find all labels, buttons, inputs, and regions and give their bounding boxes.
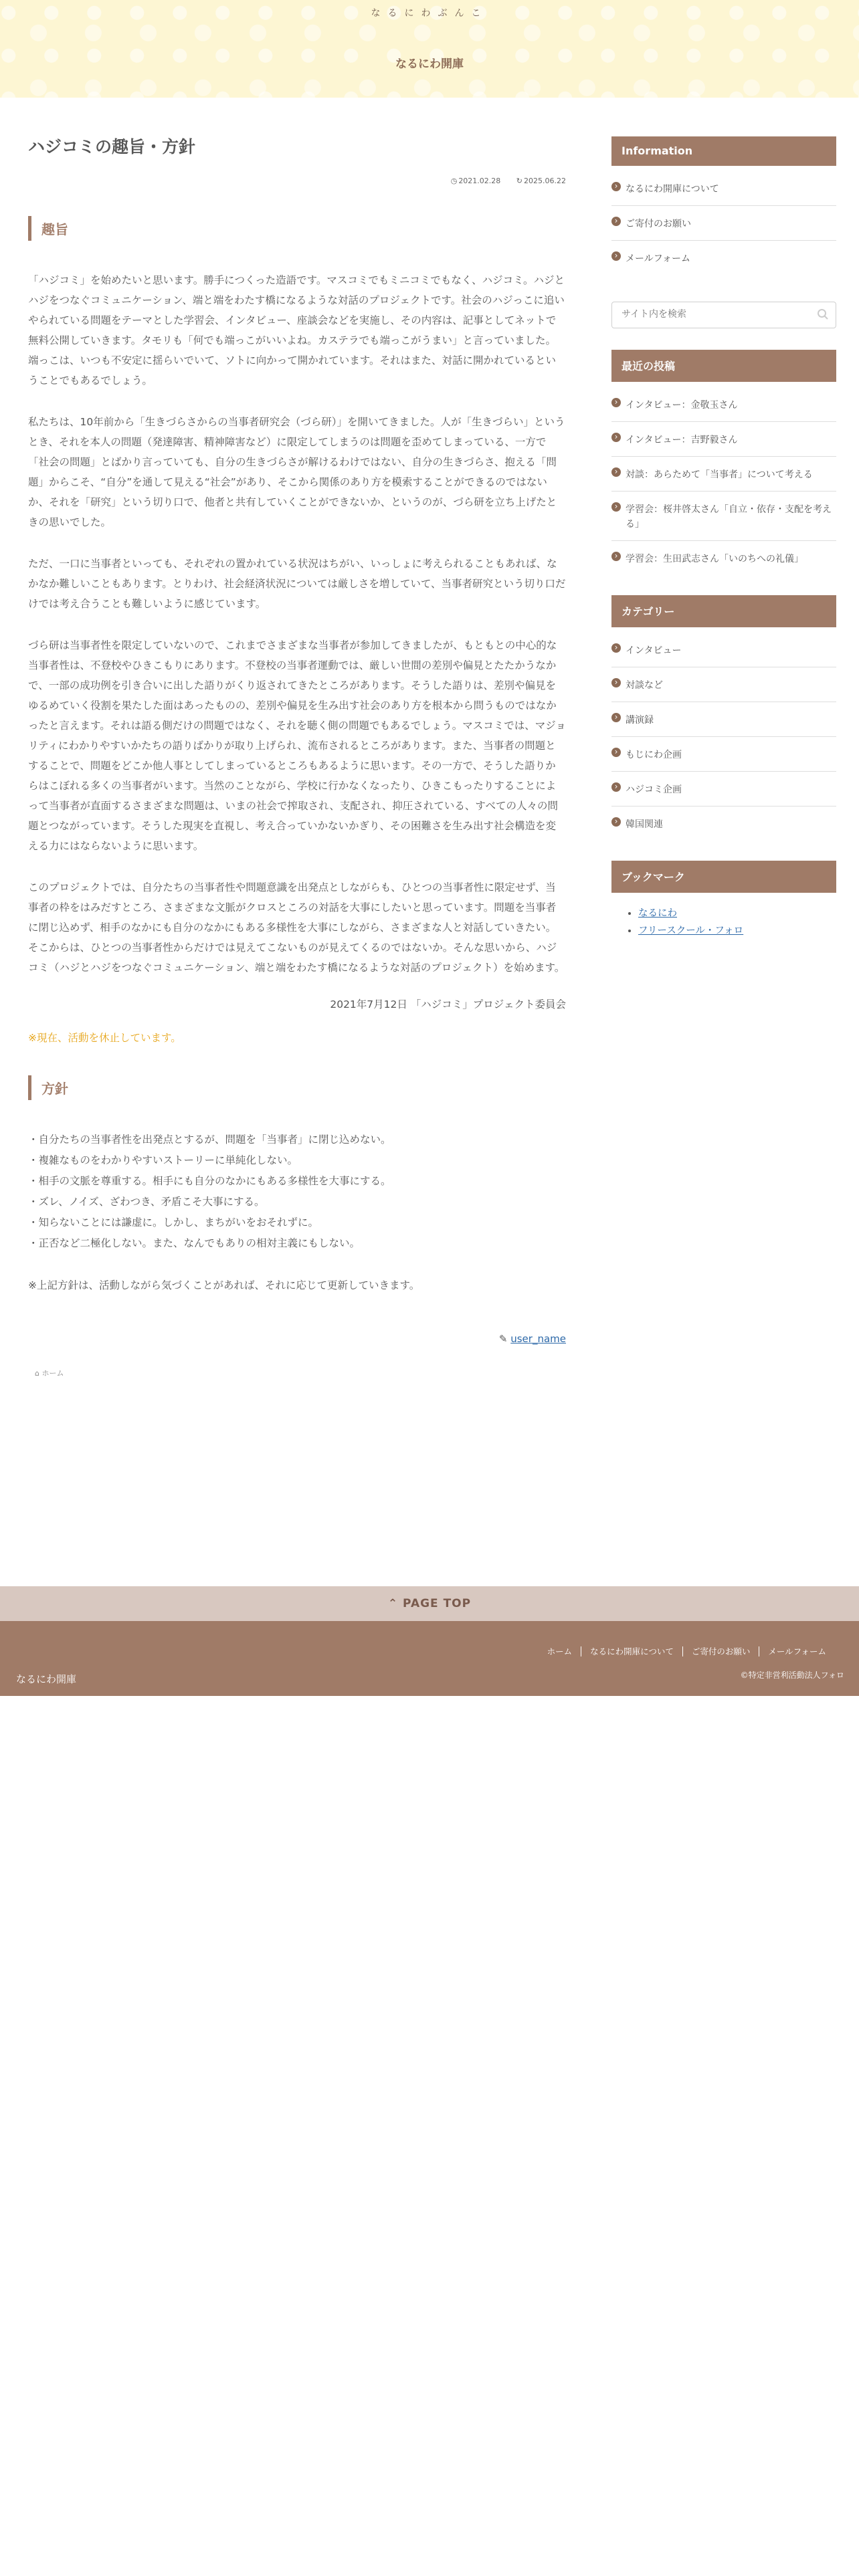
site-title[interactable]: なるにわ開庫 — [395, 58, 464, 71]
article-signature: 2021年7月12日 「ハジコミ」プロジェクト委員会 — [330, 998, 566, 1010]
footer-nav-mailform[interactable]: メールフォーム — [759, 1646, 835, 1656]
policy-item: ・相手の文脈を尊重する。相手にも自分のなかにもある多様性を大事にする。 — [28, 1175, 391, 1187]
footer-nav — [539, 1645, 835, 1657]
closing-note: ※上記方針は、活動しながら気づくことがあれば、それに応じて更新していきます。 — [28, 1279, 420, 1291]
category-item[interactable]: › 対談など — [611, 667, 836, 702]
policy-item: ・正否など二極化しない。また、なんでもありの相対主義にもしない。 — [28, 1237, 361, 1249]
sidebar-item-about[interactable]: › なるにわ開庫について — [611, 171, 836, 206]
footer-nav-home[interactable]: ホーム — [547, 1646, 573, 1656]
posted-date-text: 2021.02.28 — [458, 177, 501, 185]
article-title: ハジコミの趣旨・方針 — [28, 137, 196, 156]
section-heading-purpose: 趣旨 — [28, 216, 566, 241]
bookmark-list — [611, 905, 836, 940]
category-item[interactable]: › 講演録 — [611, 702, 836, 737]
article-paragraph: 私たちは、10年前から「生きづらさからの当事者研究会（づら研）」を開いてきました。人が「生きづらい」というとき、それを本人の問題（発達障害、精神障害など）に限定してしまうのは問題を歪めてしまっている、一方で「社会の問題」とばかり言っていても、自分の生きづらさが解けるわけではない、自分の生きづらさ、抱える「問題」からこそ、“自分”を通して見える“社会”があり、そこから関係のあり方を模索することができるのではないか、それを「研究」という切り口で、他者と共有していくことができないか、というのが、づら研を立ち上げたときの思いでした。 — [28, 416, 565, 528]
policy-list — [28, 1130, 566, 1254]
recent-post-item[interactable]: › インタビュー：吉野毅さん — [611, 422, 836, 457]
sidebar-item-mailform[interactable]: › メールフォーム — [611, 241, 836, 275]
policy-item: ・複雑なものをわかりやすいストーリーに単純化しない。 — [28, 1154, 298, 1166]
article-meta — [28, 177, 566, 185]
bookmark-item — [638, 905, 836, 922]
category-item[interactable]: › 韓国関連 — [611, 807, 836, 841]
article-paragraph: づら研は当事者性を限定していないので、これまでさまざまな当事者が参加してきましたが、もともとの中心的な当事者性は、不登校やひきこもりにあります。不登校の当事者運動では、厳しい世間の差別や偏見とたたかうなかで、一部の成功例を引き合いに出した語りがくり返されてきたところがあります。そうした語りは、差別や偏見をゆるめていく役割を果たした面はあったものの、差別や偏見を生み出す社会のあり方を根本から問うものではなかったと言えます。それは語る側だけの問題ではなく、それを聴く側の問題でもあるでしょう。マスコミでは、マジョリティにわかりやすいかたちの語りばかりが取り上げられ、流布されるところがあります。また、当事者の問題とすることで、問題をどこか他人事としてしまっているところもあるように思います。その一方で、そうした語りからはこぼれる多くの当事者がいます。当然のことながら、学校に行かなくなったり、ひきこもったりすることによって当事者が直面するさまざまな問題は、いまの社会で搾取され、支配され、抑圧されている、すべての人々の問題とつながっています。そうした現実を直視し、考え合っていかないかぎり、その困難さを生み出す社会構造を変える力にはならないように思います。 — [28, 639, 566, 852]
copyright: ©特定非営利活動法人フォロ — [740, 1671, 844, 1680]
footer-nav-donation[interactable]: ご寄付のお願い — [682, 1646, 759, 1656]
recent-post-item[interactable]: › 学習会：生田武志さん「いのちへの礼儀」 — [611, 541, 836, 575]
hiatus-notice: ※現在、活動を休止しています。 — [28, 1032, 181, 1044]
author-row — [28, 1333, 566, 1345]
page-top-button[interactable] — [0, 1586, 859, 1621]
site-tagline: なるにわぶんこ — [371, 8, 488, 19]
bookmark-link[interactable]: フリースクール・フォロ — [638, 926, 744, 936]
article-paragraph: 「ハジコミ」を始めたいと思います。勝手につくった造語です。マスコミでもミニコミでもなく、ハジコミ。ハジとハジをつなぐコミュニケーション、端と端をわたす橋になるような対話のプロジェクトです。社会のハジっこに追いやられている問題をテーマとした学習会、インタビュー、座談会などを実施し、その内容は、記事としてネットで無料公開していきます。タモリも「何でも端っこがいいよね。カステラでも端っこがうまい」と言っていました。端っこは、いつも不安定に揺らいでいて、ソトに向かって開かれています。それはまた、対話に開かれているということでもあるでしょう。 — [28, 274, 565, 387]
footer-site-name[interactable]: なるにわ開庫 — [16, 1673, 77, 1685]
search-icon[interactable] — [817, 308, 829, 323]
sidebar-item-donation[interactable]: › ご寄付のお願い — [611, 206, 836, 241]
chevron-up-icon: ⌃ — [387, 1597, 399, 1610]
policy-item: ・自分たちの当事者性を出発点とするが、問題を「当事者」に閉じ込めない。 — [28, 1134, 391, 1146]
bookmark-link[interactable]: なるにわ — [638, 908, 677, 919]
section-heading-policy: 方針 — [28, 1075, 566, 1100]
recent-post-item[interactable]: › 学習会：桜井啓太さん「自立・依存・支配を考える」 — [611, 492, 836, 541]
breadcrumb — [28, 1368, 566, 1378]
recent-post-item[interactable]: › インタビュー：金敬玉さん — [611, 387, 836, 422]
site-header — [0, 0, 859, 98]
widget-title-information: Information — [611, 136, 836, 166]
site-footer — [0, 1621, 859, 1696]
widget-title-recent: 最近の投稿 — [611, 350, 836, 382]
author-link[interactable]: user_name — [510, 1333, 566, 1345]
policy-item: ・ズレ、ノイズ、ざわつき、矛盾こそ大事にする。 — [28, 1196, 265, 1208]
breadcrumb-home[interactable]: ホーム — [41, 1369, 64, 1378]
updated-date — [510, 177, 566, 185]
clock-icon: ◷ — [450, 177, 458, 185]
category-item[interactable]: › ハジコミ企画 — [611, 772, 836, 807]
bookmark-item — [638, 922, 836, 940]
sidebar — [611, 136, 836, 940]
category-item[interactable]: › もじにわ企画 — [611, 737, 836, 772]
widget-title-category: カテゴリー — [611, 595, 836, 627]
article-paragraph: ただ、一口に当事者といっても、それぞれの置かれている状況はちがい、いっしょに考えられることもあれば、なかなか難しいこともあります。とりわけ、社会経済状況については厳しさを増していて、当事者研究という切り口だけでは考え合うことも難しいように感じています。 — [28, 558, 566, 610]
home-icon: ⌂ — [35, 1369, 39, 1378]
updated-date-text: 2025.06.22 — [524, 177, 566, 185]
main-content — [28, 134, 566, 1378]
footer-nav-about[interactable]: なるにわ開庫について — [581, 1646, 682, 1656]
recent-post-item[interactable]: › 対談：あらためて「当事者」について考える — [611, 457, 836, 492]
widget-title-bookmark: ブックマーク — [611, 861, 836, 893]
policy-item: ・知らないことには謙虚に。しかし、まちがいをおそれずに。 — [28, 1216, 319, 1228]
posted-date — [444, 177, 503, 185]
page-top-label: PAGE TOP — [403, 1597, 472, 1610]
search-input[interactable] — [612, 302, 809, 326]
pencil-icon: ✎ — [498, 1333, 508, 1345]
site-search — [611, 302, 836, 328]
category-item[interactable]: › インタビュー — [611, 633, 836, 667]
refresh-icon: ↻ — [516, 177, 523, 185]
article-paragraph: このプロジェクトでは、自分たちの当事者性や問題意識を出発点としながらも、ひとつの当事者性に限定せず、当事者の枠をはみだすところ、さまざまな文脈がクロスところの対話を大事にしたいと思っています。問題を当事者に閉じ込めず、相手のなかにも自分のなかにもある多様性を大事にしながら、さまざまな人と対話していきたい。そこからは、ひとつの当事者性からだけでは見えてこないものが見えてくるのではないか。そんな思いから、ハジコミ（ハジとハジをつなぐコミュニケーション、端と端をわたす橋になるような対話のプロジェクト）を始めます。 — [28, 881, 565, 974]
